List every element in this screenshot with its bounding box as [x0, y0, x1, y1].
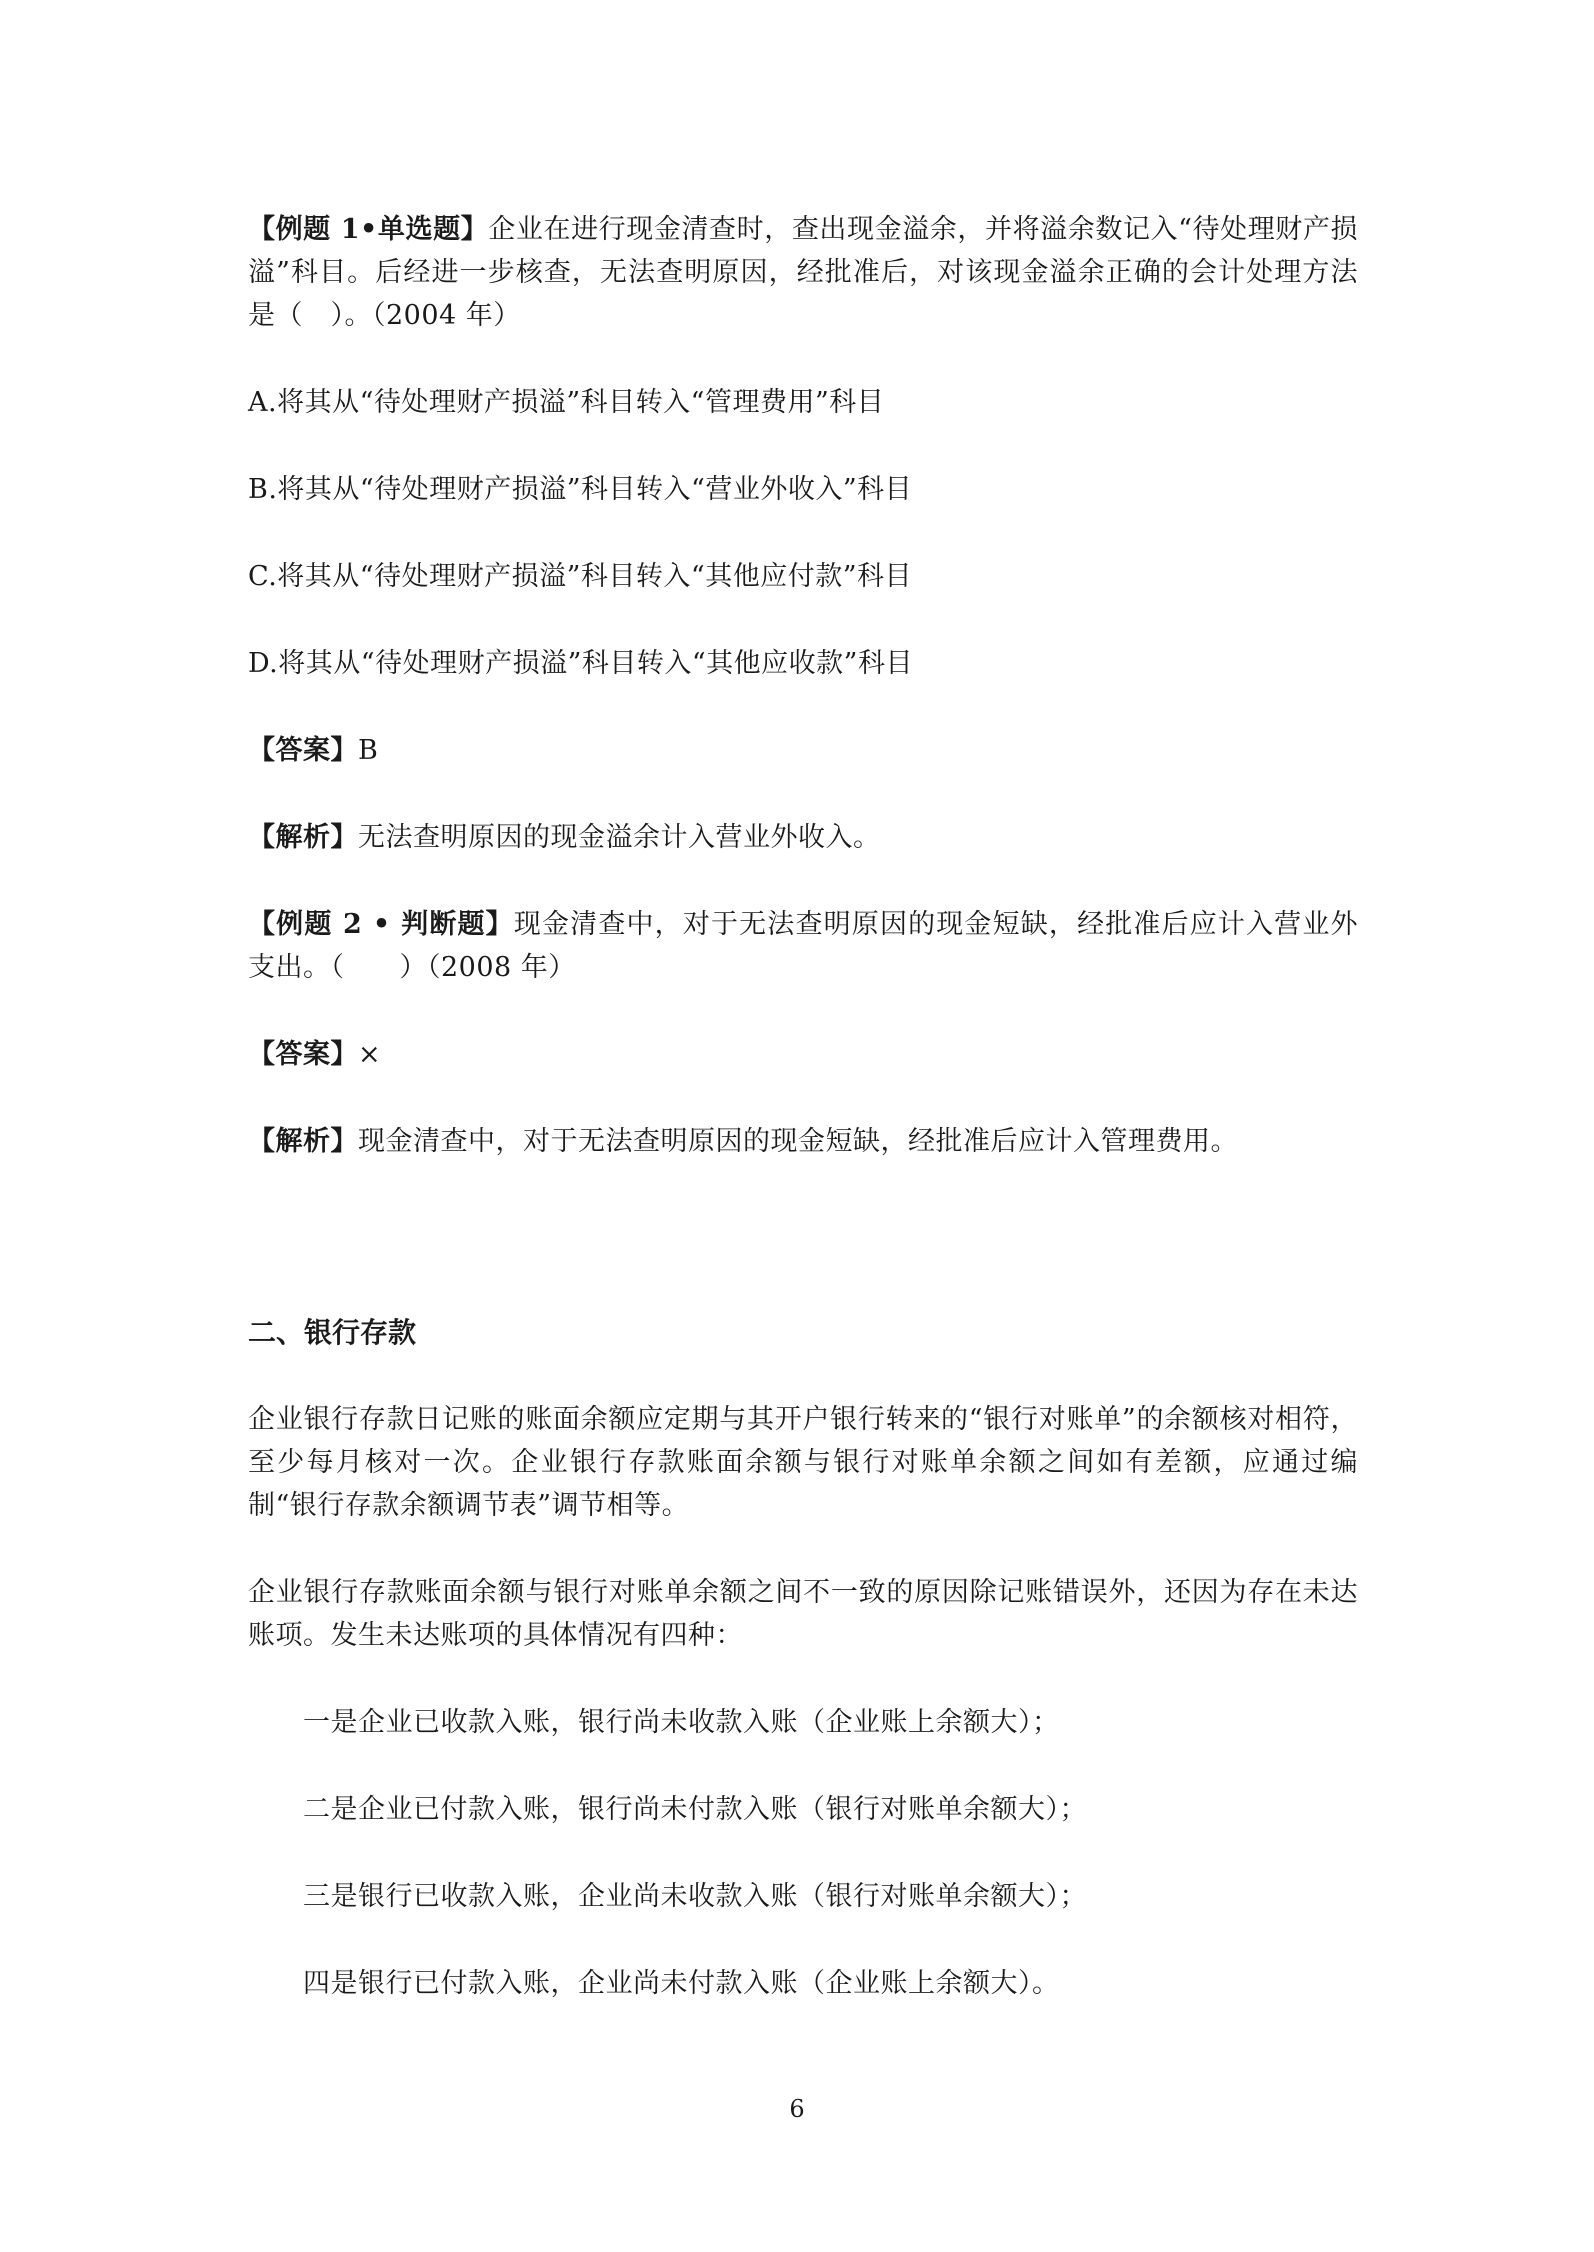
- page-number: 6: [789, 2095, 805, 2123]
- analysis-tag: 【解析】: [248, 1126, 358, 1157]
- example1-question: [248, 208, 1358, 337]
- example2-question: [248, 903, 1358, 989]
- answer-tag: 【答案】: [248, 1039, 358, 1070]
- example1-text: 企业在进行现金清查时，查出现金溢余，并将溢余数记入“待处理财产损溢”科目。后经进一步核查，无法查明原因，经批准后，对该现金溢余正确的会计处理方法是（ ）。（2004 年）: [248, 214, 1358, 331]
- case-item-3: 三是银行已收款入账，企业尚未收款入账（银行对账单余额大）；: [303, 1881, 1087, 1912]
- option-d: D.将其从“待处理财产损溢”科目转入“其他应收款”科目: [248, 648, 913, 679]
- example2-text: 现金清查中，对于无法查明原因的现金短缺，经批准后应计入营业外支出。（ ）（2008 年）: [248, 909, 1359, 983]
- page-content: [248, 190, 1358, 2005]
- option-b: B.将其从“待处理财产损溢”科目转入“营业外收入”科目: [248, 474, 913, 505]
- option-c: C.将其从“待处理财产损溢”科目转入“其他应付款”科目: [248, 561, 912, 592]
- case-item-2: 二是企业已付款入账，银行尚未付款入账（银行对账单余额大）；: [303, 1794, 1087, 1825]
- answer-tag: 【答案】: [248, 735, 358, 766]
- example2-analysis: [248, 1120, 1358, 1163]
- answer-value: ×: [358, 1039, 382, 1070]
- case-item-4: 四是银行已付款入账，企业尚未付款入账（企业账上余额大）。: [303, 1968, 1060, 1999]
- case-item-1: 一是企业已收款入账，银行尚未收款入账（企业账上余额大）；: [303, 1707, 1060, 1738]
- section-heading: 二、银行存款: [248, 1316, 417, 1349]
- example1-analysis: [248, 816, 1358, 859]
- bank-deposit-paragraph-1: 企业银行存款日记账的账面余额应定期与其开户银行转来的“银行对账单”的余额核对相符，至少每月核对一次。企业银行存款账面余额与银行对账单余额之间如有差额，应通过编制“银行存款余额调节表”调节相等。: [248, 1404, 1358, 1521]
- example2-answer: [248, 1033, 1358, 1076]
- answer-value: B: [358, 735, 379, 766]
- option-a: A.将其从“待处理财产损溢”科目转入“管理费用”科目: [248, 387, 885, 418]
- example2-tag: 【例题 2 • 判断题】: [248, 909, 514, 940]
- bank-deposit-paragraph-2: 企业银行存款账面余额与银行对账单余额之间不一致的原因除记账错误外，还因为存在未达账项。发生未达账项的具体情况有四种：: [248, 1577, 1358, 1651]
- analysis-text: 现金清查中，对于无法查明原因的现金短缺，经批准后应计入管理费用。: [358, 1126, 1238, 1157]
- analysis-text: 无法查明原因的现金溢余计入营业外收入。: [358, 822, 881, 853]
- analysis-tag: 【解析】: [248, 822, 358, 853]
- example1-tag: 【例题 1•单选题】: [248, 214, 489, 245]
- example1-answer: [248, 729, 1358, 772]
